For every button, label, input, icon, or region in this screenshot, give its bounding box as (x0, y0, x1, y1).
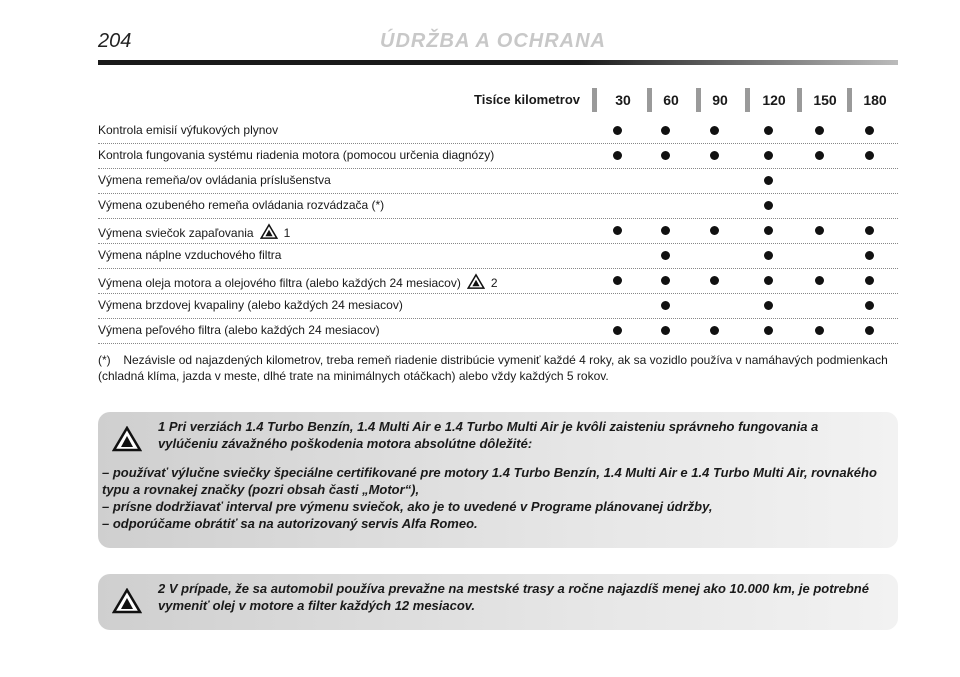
warning-triangle-icon (112, 426, 142, 457)
table-row (98, 268, 898, 294)
column-label: 30 (615, 92, 631, 108)
maintenance-dot (661, 326, 670, 335)
table-row (98, 293, 898, 319)
row-label (98, 248, 281, 262)
row-note-number: 1 (283, 226, 291, 240)
table-header-label: Tisíce kilometrov (474, 92, 580, 107)
maintenance-dot (815, 151, 824, 160)
warning-1-bullet: – odporúčame obrátiť sa na autorizovaný servis Alfa Romeo. (102, 516, 478, 531)
maintenance-dot (710, 126, 719, 135)
row-label-text: Kontrola fungovania systému riadenia motora (pomocou určenia diagnózy) (98, 148, 495, 162)
table-row (98, 143, 898, 169)
maintenance-dot (764, 126, 773, 135)
row-label-text: Výmena brzdovej kvapaliny (alebo každých 24 mesiacov) (98, 298, 403, 312)
column-label: 90 (712, 92, 728, 108)
header-rule (98, 60, 898, 65)
row-label (98, 198, 384, 212)
maintenance-dot (764, 226, 773, 235)
page-number: 204 (98, 30, 132, 52)
warning-1-intro: 1 Pri verziách 1.4 Turbo Benzín, 1.4 Multi Air e 1.4 Turbo Multi Air je kvôli zaisteniu správneho fungovania a vylúčeniu závažného poškodenia motora absolútne dôležité: (158, 419, 819, 451)
warning-triangle-icon (467, 273, 485, 293)
row-label-text: Kontrola emisií výfukových plynov (98, 123, 279, 137)
column-label: 60 (663, 92, 679, 108)
maintenance-dot (661, 276, 670, 285)
maintenance-dot (865, 126, 874, 135)
maintenance-dot (764, 201, 773, 210)
row-label-text: Výmena sviečok zapaľovania (98, 226, 254, 240)
footnote-mark: (*) (98, 353, 111, 367)
row-label-text: Výmena peľového filtra (alebo každých 24 mesiacov) (98, 323, 380, 337)
maintenance-dot (865, 251, 874, 260)
column-label: 120 (762, 92, 786, 108)
column-label: 180 (863, 92, 887, 108)
row-note-number: 2 (490, 276, 498, 290)
maintenance-dot (710, 151, 719, 160)
maintenance-dot (661, 251, 670, 260)
warning-1-bullet: – prísne dodržiavať interval pre výmenu sviečok, ako je to uvedené v Programe plánovanej údržby, (102, 499, 713, 514)
maintenance-dot (661, 126, 670, 135)
row-label (98, 298, 403, 312)
footnote (98, 352, 898, 384)
row-label (98, 273, 498, 293)
maintenance-dot (613, 151, 622, 160)
maintenance-dot (661, 301, 670, 310)
maintenance-dot (710, 226, 719, 235)
maintenance-dot (710, 326, 719, 335)
column-label: 150 (813, 92, 837, 108)
warning-triangle-icon (260, 223, 278, 243)
row-label (98, 123, 278, 137)
row-label (98, 148, 494, 162)
section-title: ÚDRŽBA A OCHRANA (380, 30, 606, 52)
maintenance-dot (865, 276, 874, 285)
table-row (98, 243, 898, 269)
table-row (98, 318, 898, 344)
maintenance-dot (815, 126, 824, 135)
maintenance-dot (764, 151, 773, 160)
table-row (98, 193, 898, 219)
row-label (98, 323, 380, 337)
maintenance-dot (613, 326, 622, 335)
row-label-text: Výmena remeňa/ov ovládania príslušenstva (98, 173, 331, 187)
column-separator (592, 88, 597, 112)
warning-1-bullet: – používať výlučne sviečky špeciálne certifikované pre motory 1.4 Turbo Benzín, 1.4 Multi Air e 1.4 Turbo Multi Air, rovnakého typu a rovnakej značky (pozri obsah časti „Motor“), (102, 465, 877, 497)
row-label-text: Výmena ozubeného remeňa ovládania rozvádzača (*) (98, 198, 385, 212)
maintenance-dot (764, 176, 773, 185)
maintenance-dot (865, 151, 874, 160)
warning-box-2 (98, 574, 898, 630)
maintenance-dot (613, 276, 622, 285)
maintenance-dot (613, 226, 622, 235)
maintenance-dot (815, 326, 824, 335)
table-row (98, 118, 898, 144)
maintenance-dot (764, 276, 773, 285)
warning-triangle-icon (112, 588, 142, 619)
row-label (98, 173, 331, 187)
warning-box-1 (98, 412, 898, 548)
warning-2-text: 2 V prípade, že sa automobil používa prevažne na mestské trasy a ročne najazdíš menej ako 10.000 km, je potrebné vymeniť olej v motore a filter každých 12 mesiacov. (158, 581, 869, 613)
maintenance-dot (710, 276, 719, 285)
row-label (98, 223, 290, 243)
maintenance-dot (865, 226, 874, 235)
maintenance-dot (764, 301, 773, 310)
maintenance-dot (661, 151, 670, 160)
maintenance-dot (764, 326, 773, 335)
maintenance-dot (613, 126, 622, 135)
maintenance-dot (815, 226, 824, 235)
footnote-text: Nezávisle od najazdených kilometrov, treba remeň riadenie distribúcie vymeniť každé 4 roky, ak sa vozidlo používa v namáhavých podmienkach (chladná klíma, jazda v meste, dlhé trate na minimálnych otáčkach) alebo vždy každých 5 rokov. (98, 353, 888, 383)
maintenance-dot (815, 276, 824, 285)
maintenance-dot (661, 226, 670, 235)
maintenance-dot (865, 326, 874, 335)
row-label-text: Výmena náplne vzduchového filtra (98, 248, 282, 262)
row-label-text: Výmena oleja motora a olejového filtra (alebo každých 24 mesiacov) (98, 276, 461, 290)
table-row (98, 218, 898, 244)
table-row (98, 168, 898, 194)
maintenance-dot (764, 251, 773, 260)
maintenance-dot (865, 301, 874, 310)
